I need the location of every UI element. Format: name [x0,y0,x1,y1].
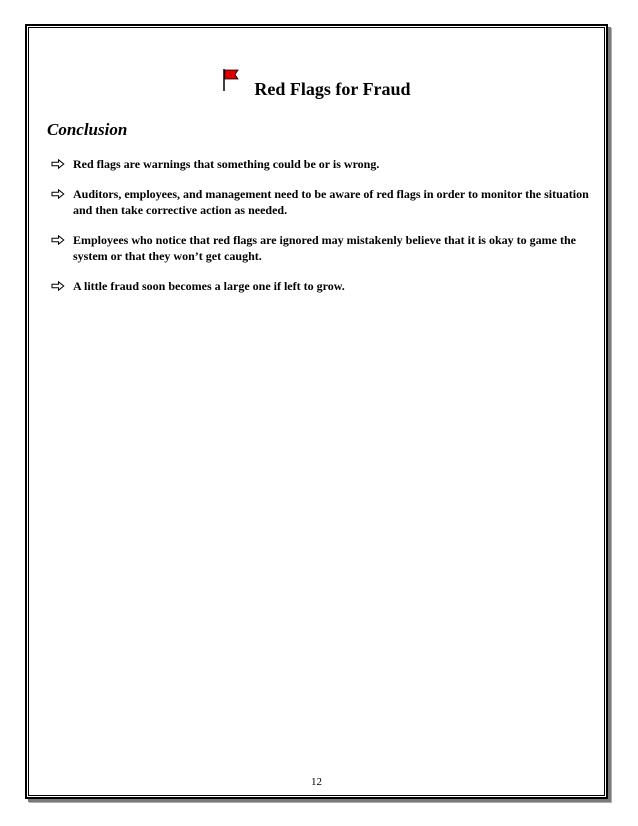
page-number: 12 [311,776,322,788]
list-item-text: A little fraud soon becomes a large one if left to grow. [73,279,345,293]
bullet-list [51,156,591,308]
list-item-text: Auditors, employees, and management need to be aware of red flags in order to monitor the situation and then take corrective action as needed. [73,187,589,217]
list-item [51,278,591,294]
section-heading: Conclusion [47,120,128,139]
page-inner-border [28,27,605,796]
page-title: Red Flags for Fraud [254,79,411,99]
right-arrow-outline-icon [51,189,65,199]
page-border [25,24,608,799]
right-arrow-outline-icon [51,159,65,169]
list-item [51,186,591,218]
list-item-text: Red flags are warnings that something could be or is wrong. [73,157,380,171]
title-row [27,76,606,100]
list-item [51,156,591,172]
red-flag-icon [222,68,240,92]
list-item [51,232,591,264]
right-arrow-outline-icon [51,235,65,245]
list-item-text: Employees who notice that red flags are ignored may mistakenly believe that it is okay to game the system or that they won’t get caught. [73,233,576,263]
right-arrow-outline-icon [51,281,65,291]
